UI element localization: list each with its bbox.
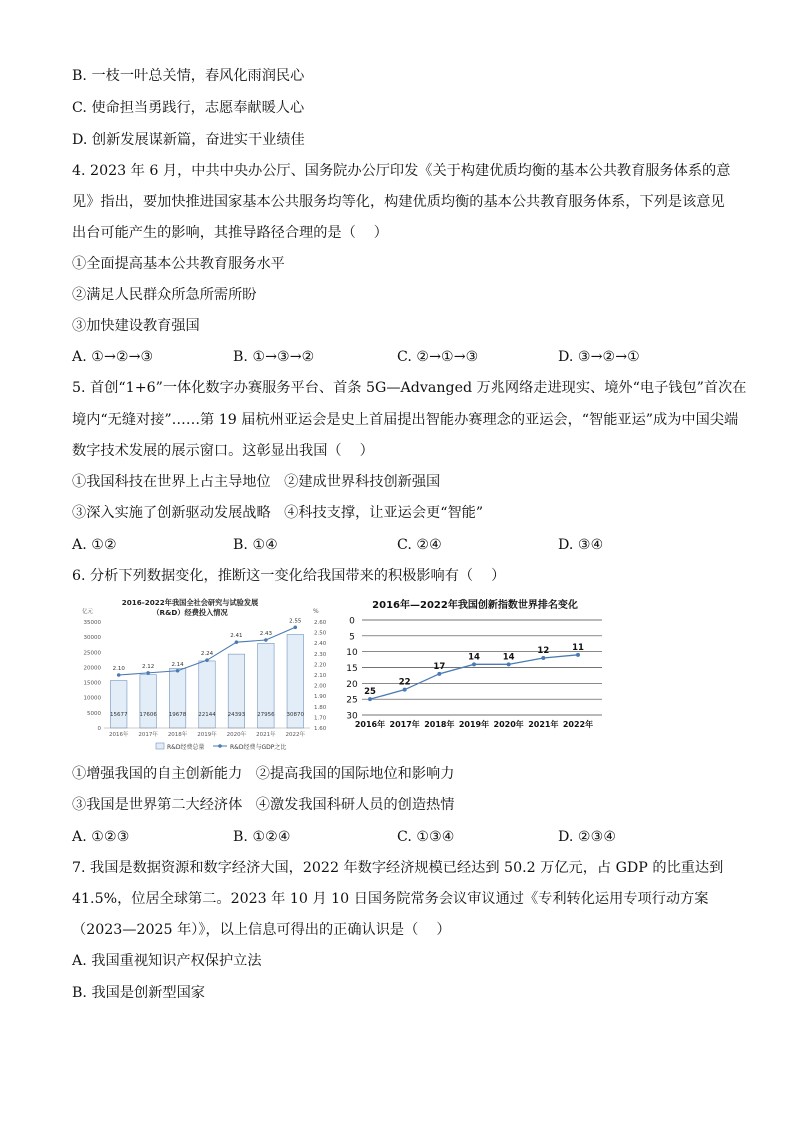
chart2-xtick: 2019年 <box>458 720 490 729</box>
chart1-ratio-point <box>146 671 150 675</box>
chart1-bar-label: 30870 <box>286 712 305 718</box>
q7-option-a: A. 我国重视知识产权保护立法 <box>72 953 262 969</box>
chart1-bar-label: 15677 <box>109 712 128 718</box>
chart2-rank-point <box>507 662 511 666</box>
q5-stem-line2: 境内“无缝对接”……第 19 届杭州亚运会是史上首届提出智能办赛理念的亚运会，“智能亚运”成为中国尖端 <box>72 412 739 428</box>
chart2-ytick: 25 <box>346 695 358 706</box>
chart2-rank-label: 11 <box>572 642 584 653</box>
q4-option-d: D. ③→②→① <box>558 349 640 365</box>
q5-option-b: B. ①④ <box>233 537 278 553</box>
chart1-ytick: 15000 <box>83 680 101 687</box>
q4-statement-3: ③加快建设教育强国 <box>72 318 200 334</box>
q5-statements-1-2: ①我国科技在世界上占主导地位 ②建成世界科技创新强国 <box>72 474 441 490</box>
chart1-xtick: 2017年 <box>138 732 158 738</box>
chart2-ytick: 5 <box>349 632 355 643</box>
chart1-bar-label: 19678 <box>168 712 187 718</box>
chart1-xtick: 2022年 <box>285 732 306 738</box>
q3-option-d: D. 创新发展谋新篇，奋进实干业绩佳 <box>72 132 305 148</box>
chart1-y2tick: 2.40 <box>314 641 327 648</box>
chart2-rank-label: 22 <box>398 677 411 688</box>
q7-stem-line1: 7. 我国是数据资源和数字经济大国，2022 年数字经济规模已经达到 50.2 万亿元，占 GDP 的比重达到 <box>72 860 724 876</box>
chart1-y2tick: 2.50 <box>314 630 327 637</box>
chart1-ratio-label: 2.14 <box>171 661 184 668</box>
chart2-ytick: 0 <box>349 616 355 627</box>
chart1-xtick: 2020年 <box>226 732 247 738</box>
chart2-ytick: 20 <box>346 679 358 690</box>
chart1-ratio-point <box>205 658 209 662</box>
chart1-xtick: 2018年 <box>167 732 188 738</box>
chart1-title-line2: （R&D）经费投入情况 <box>152 608 228 617</box>
chart1-bar <box>169 668 185 728</box>
innovation-ranking-chart <box>340 596 616 736</box>
chart2-rank-label: 12 <box>537 646 550 656</box>
chart1-legend <box>156 743 286 751</box>
chart1-ratio-label: 2.10 <box>112 666 125 672</box>
chart2-rank-label: 14 <box>502 652 515 663</box>
chart1-ratio-label: 2.55 <box>289 618 302 625</box>
chart1-bar-label: 17606 <box>139 712 157 718</box>
chart1-xtick: 2019年 <box>197 732 217 738</box>
chart1-bar-label: 22144 <box>198 712 216 718</box>
chart1-y2tick: 2.60 <box>314 620 327 626</box>
q4-stem-line1: 4. 2023 年 6 月，中共中央办公厅、国务院办公厅印发《关于构建优质均衡的基本公共教育服务体系的意 <box>72 163 731 179</box>
chart1-y2tick: 1.70 <box>314 715 327 722</box>
q6-statements-1-2: ①增强我国的自主创新能力 ②提高我国的国际地位和影响力 <box>72 766 455 782</box>
q4-option-b: B. ①→③→② <box>233 349 315 365</box>
chart1-bar-label: 27956 <box>257 712 275 718</box>
q5-option-d: D. ③④ <box>558 537 604 553</box>
q6-stem: 6. 分析下列数据变化，推断这一变化给我国带来的积极影响有（ ） <box>72 568 506 584</box>
q7-stem-line3: （2023—2025 年）》，以上信息可得出的正确认识是（ ） <box>72 922 451 938</box>
chart2-xtick: 2021年 <box>528 720 559 729</box>
q3-option-c: C. 使命担当勇践行，志愿奉献暖人心 <box>72 100 305 116</box>
chart2-ytick: 30 <box>346 711 358 722</box>
chart1-y2tick: 1.90 <box>314 694 327 701</box>
q5-option-a: A. ①② <box>72 537 117 553</box>
chart2-rank-point <box>576 653 580 657</box>
chart1-ytick: 10000 <box>83 695 101 702</box>
chart1-ratio-label: 2.12 <box>142 663 155 670</box>
chart2-ytick: 10 <box>346 648 358 659</box>
chart1-ratio-label: 2.41 <box>230 633 243 640</box>
legend-line-label: R&D经费与GDP之比 <box>230 744 287 751</box>
chart1-bar <box>140 675 156 728</box>
chart2-rank-point <box>368 697 372 701</box>
chart1-bar-label: 24393 <box>227 712 246 718</box>
q6-option-c: C. ①③④ <box>397 829 455 845</box>
chart2-rank-point <box>472 662 476 666</box>
rd-investment-chart <box>70 596 332 756</box>
q4-statement-1: ①全面提高基本公共教育服务水平 <box>72 256 285 272</box>
chart2-rank-point <box>403 688 407 692</box>
q5-stem-line1: 5. 首创“1+6”一体化数字办赛服务平台、首条 5G—Advanged 万兆网络走进现实、境外“电子钱包”首次在 <box>72 380 747 396</box>
chart1-ytick: 35000 <box>83 620 101 626</box>
q4-statement-2: ②满足人民群众所急所需所盼 <box>72 287 257 303</box>
chart2-xtick: 2017年 <box>389 720 420 729</box>
chart2-xtick: 2020年 <box>493 720 524 729</box>
chart1-ratio-label: 2.24 <box>200 651 214 658</box>
q4-stem-line2: 见》指出，要加快推进国家基本公共服务均等化，构建优质均衡的基本公共教育服务体系，下列是该意见 <box>72 194 725 210</box>
chart1-ratio-point <box>235 640 239 644</box>
q3-option-b: B. 一枝一叶总关情，春风化雨润民心 <box>72 68 305 84</box>
chart1-xtick: 2021年 <box>256 732 276 738</box>
chart1-ytick: 25000 <box>83 650 101 657</box>
chart2-xtick: 2016年 <box>354 720 386 729</box>
chart1-ratio-point <box>117 673 121 677</box>
q7-stem-line2: 41.5%，位居全球第二。2023 年 10 月 10 日国务院常务会议审议通过《专利转化运用专项行动方案 <box>72 891 709 907</box>
chart1-ytick: 0 <box>97 726 101 732</box>
q7-option-b: B. 我国是创新型国家 <box>72 985 205 1001</box>
chart1-y2tick: 2.00 <box>314 683 327 690</box>
q5-option-c: C. ②④ <box>397 537 442 553</box>
q4-option-a: A. ①→②→③ <box>72 349 154 365</box>
chart1-ratio-point <box>264 638 268 642</box>
chart1-y2label: % <box>313 608 319 615</box>
chart1-ylabel: 亿元 <box>82 609 94 615</box>
q6-option-a: A. ①②③ <box>72 829 130 845</box>
chart2-ytick: 15 <box>346 664 358 674</box>
chart2-title: 2016年—2022年我国创新指数世界排名变化 <box>372 600 578 611</box>
chart2-xtick: 2018年 <box>424 720 455 729</box>
q6-option-b: B. ①②④ <box>233 829 291 845</box>
chart1-ytick: 30000 <box>83 635 101 642</box>
q4-stem-line3: 出台可能产生的影响，其推导路径合理的是（ ） <box>72 225 388 241</box>
legend-bar-label: R&D经费总量 <box>167 744 205 751</box>
chart1-y2tick: 1.60 <box>314 726 327 732</box>
chart1-xtick: 2016年 <box>108 732 129 738</box>
chart1-y2tick: 2.30 <box>314 651 327 658</box>
chart2-rank-point <box>541 656 545 660</box>
q5-stem-line3: 数字技术发展的展示窗口。这彰显出我国（ ） <box>72 443 374 459</box>
q4-option-c: C. ②→①→③ <box>397 349 479 365</box>
chart1-y2tick: 2.10 <box>314 673 327 679</box>
chart1-ratio-point <box>293 626 297 630</box>
chart1-ratio-point <box>176 669 180 673</box>
chart1-y2tick: 1.80 <box>314 704 327 711</box>
chart1-title-line1: 2016-2022年我国全社会研究与试验发展 <box>121 598 259 607</box>
chart2-rank-label: 14 <box>468 652 480 663</box>
chart1-ratio-label: 2.43 <box>259 631 272 638</box>
q5-statements-3-4: ③深入实施了创新驱动发展战略 ④科技支撑，让亚运会更“智能” <box>72 505 484 521</box>
chart2-rank-label: 17 <box>433 661 446 672</box>
chart2-rank-point <box>437 672 441 676</box>
q6-option-d: D. ②③④ <box>558 829 617 845</box>
chart2-rank-label: 25 <box>364 687 376 698</box>
chart1-ytick: 20000 <box>83 665 101 672</box>
chart1-ytick: 5000 <box>87 710 101 717</box>
chart2-xtick: 2022年 <box>562 720 594 729</box>
chart1-y2tick: 2.20 <box>314 662 327 669</box>
chart1-bar <box>110 681 126 728</box>
q6-statements-3-4: ③我国是世界第二大经济体 ④激发我国科研人员的创造热情 <box>72 797 455 813</box>
